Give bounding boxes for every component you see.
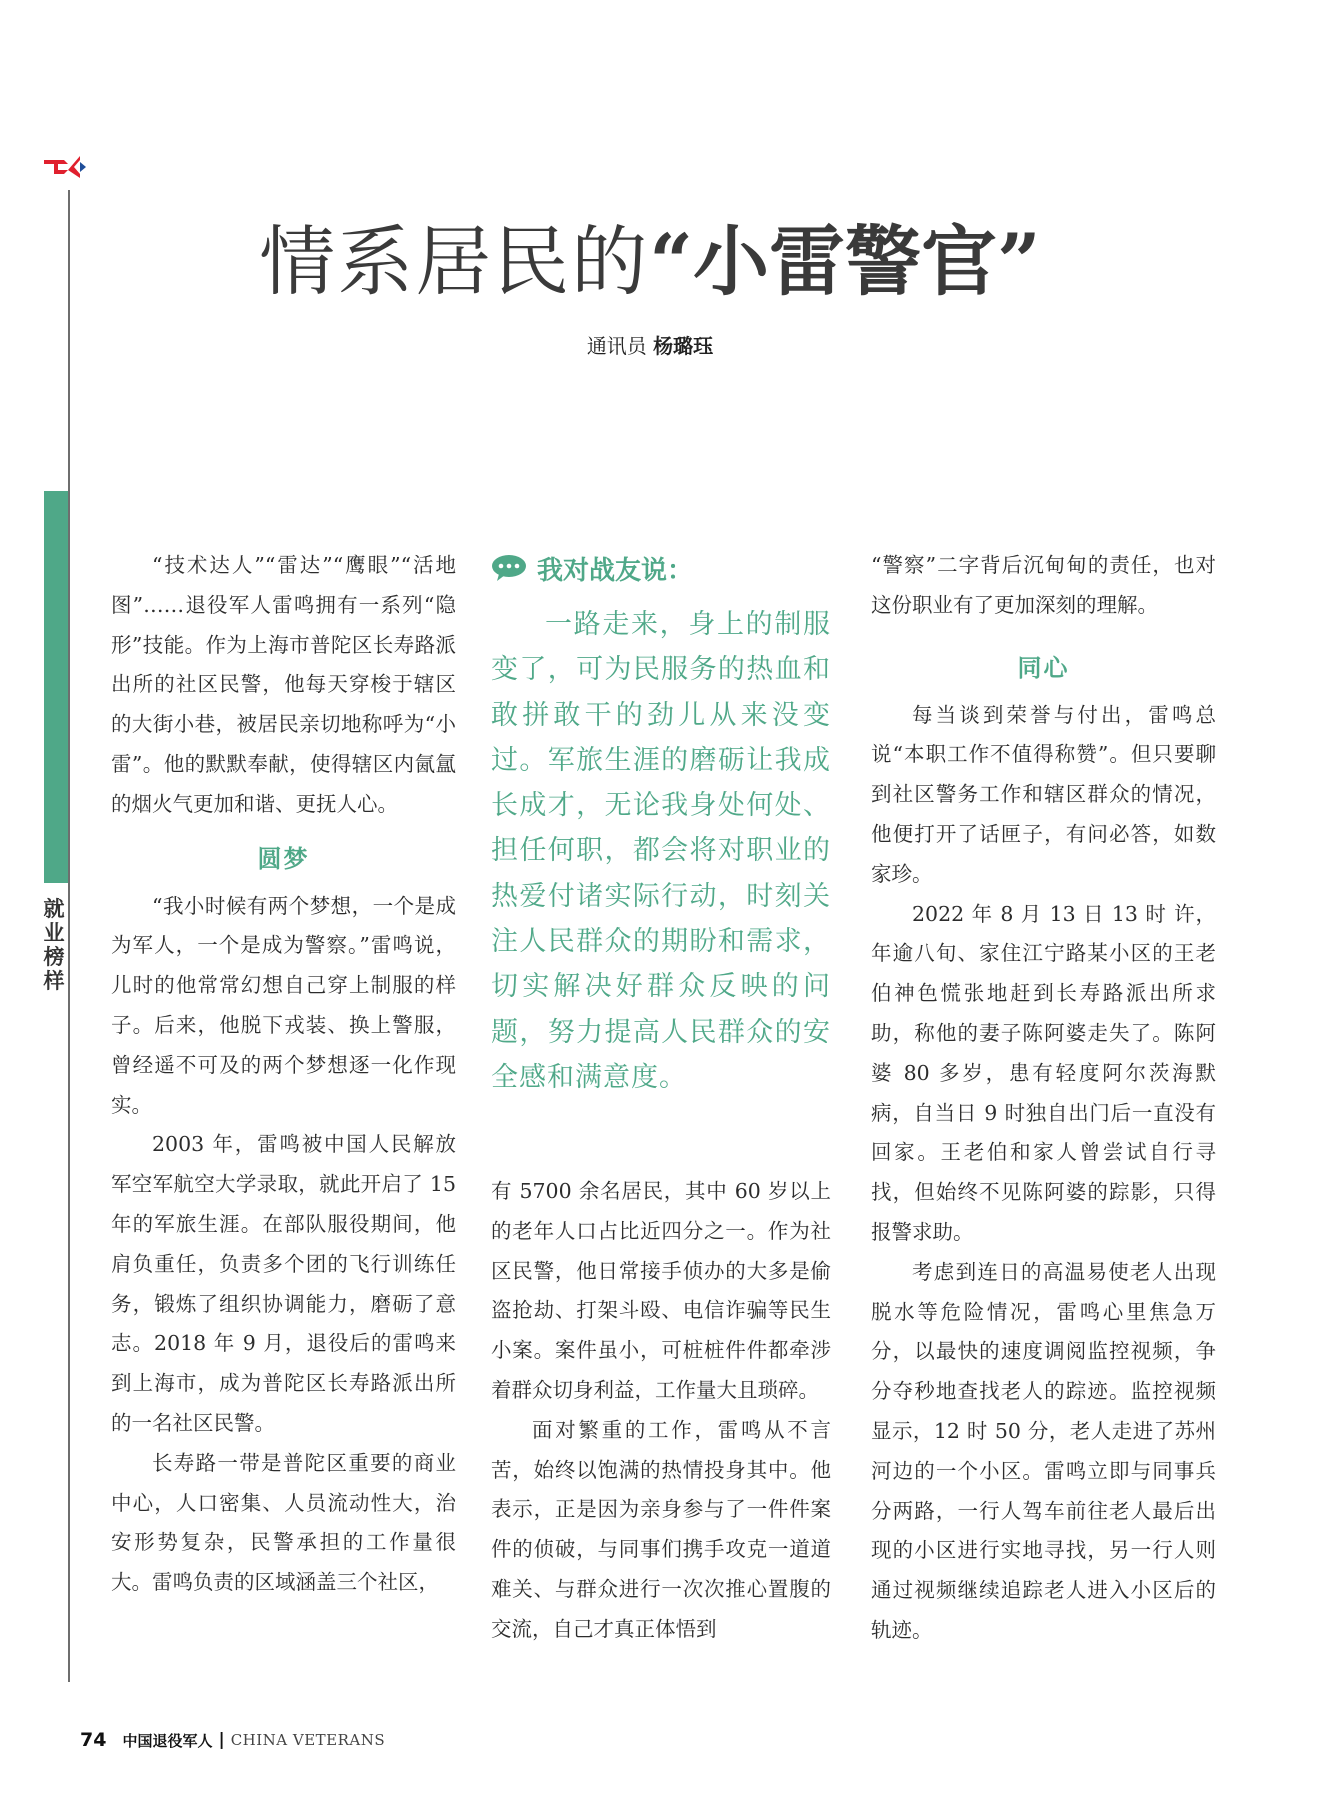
section-label-char: 就 bbox=[43, 897, 65, 921]
paragraph: “技术达人”“雷达”“鹰眼”“活地图”……退役军人雷鸣拥有一系列“隐形”技能。作为上海市普陀区长寿路派出所的社区民警，他每天穿梭于辖区的大街小巷，被居民亲切地称呼为“小雷”。他的默默奉献，使得辖区内氤氲的烟火气更加和谐、更抚人心。 bbox=[111, 553, 456, 816]
quote-heading-text: 我对战友说： bbox=[537, 555, 694, 586]
paragraph-continuation: “警察”二字背后沉甸甸的责任，也对这份职业有了更加深刻的理解。 bbox=[871, 553, 1216, 617]
section-label-char: 榜 bbox=[43, 945, 65, 969]
page-footer bbox=[80, 1725, 385, 1755]
byline-name: 杨璐珏 bbox=[653, 334, 714, 358]
section-label bbox=[40, 897, 68, 993]
section-label-char: 样 bbox=[43, 969, 65, 993]
paragraph: 考虑到连日的高温易使老人出现脱水等危险情况，雷鸣心里焦急万分，以最快的速度调阅监控视频，争分夺秒地查找老人的踪迹。监控视频显示，12 时 50 分，老人走进了苏州河边的一个小区。雷鸣立即与同事兵分两路，一行人驾车前往老人最后出现的小区进行实地寻找，另一行人则通过视频继续追踪老人进入小区后的轨迹。 bbox=[871, 1259, 1216, 1642]
byline-role: 通讯员 bbox=[586, 334, 647, 358]
column-3 bbox=[871, 546, 1216, 1651]
paragraph: 2022 年 8 月 13 日 13 时 许，年逾八旬、家住江宁路某小区的王老伯神色慌张地赶到长寿路派出所求助，称他的妻子陈阿婆走失了。陈阿婆 80 多岁，患有轻度阿尔茨海默病，自当日 9 时独自出门后一直没有回家。王老伯和家人曾尝试自行寻找，但始终不见陈阿婆的踪影，只得报警求助。 bbox=[871, 901, 1216, 1244]
quote-text: 一路走来，身上的制服变了，可为民服务的热血和敢拼敢干的劲儿从来没变过。军旅生涯的磨砺让我成长成才，无论我身处何处、担任何职，都会将对职业的热爱付诸实际行动，时刻关注人民群众的期盼和需求，切实解决好群众反映的问题，努力提高人民群众的安全感和满意度。 bbox=[491, 609, 831, 1093]
paragraph: 长寿路一带是普陀区重要的商业中心，人口密集、人员流动性大，治安形势复杂，民警承担的工作量很大。雷鸣负责的区域涵盖三个社区， bbox=[111, 1450, 456, 1595]
paragraph: 每当谈到荣誉与付出，雷鸣总说“本职工作不值得称赞”。但只要聊到社区警务工作和辖区群众的情况，他便打开了话匣子，有问必答，如数家珍。 bbox=[871, 702, 1216, 886]
title-light: 情系居民的 bbox=[259, 217, 650, 306]
article-title bbox=[200, 212, 1100, 312]
subheading-yuanmeng: 圆梦 bbox=[257, 843, 310, 873]
byline bbox=[400, 330, 900, 359]
quote-heading bbox=[491, 548, 836, 588]
paragraph: 面对繁重的工作，雷鸣从不言苦，始终以饱满的热情投身其中。他表示，正是因为亲身参与了一件件案件的侦破，与同事们携手攻克一道道难关、与群众进行一次次推心置腹的交流，自己才真正体悟到 bbox=[491, 1417, 831, 1641]
pull-quote bbox=[491, 602, 831, 1100]
chat-bubble-icon bbox=[491, 554, 527, 582]
section-label-char: 业 bbox=[43, 921, 65, 945]
section-color-bar bbox=[44, 491, 68, 883]
subheading-tongxin: 同心 bbox=[1017, 652, 1070, 682]
column-2 bbox=[491, 1172, 831, 1650]
page-number: 74 bbox=[80, 1729, 107, 1751]
title-bold: “小雷警官” bbox=[649, 217, 1041, 306]
paragraph-continuation: 有 5700 余名居民，其中 60 岁以上的老年人口占比近四分之一。作为社区民警，他日常接手侦办的大多是偷盗抢劫、打架斗殴、电信诈骗等民生小案。案件虽小，可桩桩件件都牵涉着群众切身利益，工作量大且琐碎。 bbox=[491, 1179, 831, 1402]
margin-rule bbox=[68, 190, 70, 1682]
column-1 bbox=[111, 546, 456, 1603]
magazine-logo-icon bbox=[44, 150, 94, 180]
magazine-english-name: CHINA VETERANS bbox=[230, 1731, 386, 1749]
paragraph: “我小时候有两个梦想，一个是成为军人，一个是成为警察。”雷鸣说，儿时的他常常幻想自己穿上制服的样子。后来，他脱下戎装、换上警服，曾经遥不可及的两个梦想逐一化作现实。 bbox=[111, 893, 456, 1117]
magazine-name: 中国退役军人 bbox=[122, 1731, 213, 1750]
footer-separator: | bbox=[218, 1730, 225, 1750]
paragraph: 2003 年，雷鸣被中国人民解放军空军航空大学录取，就此开启了 15 年的军旅生涯。在部队服役期间，他肩负重任，负责多个团的飞行训练任务，锻炼了组织协调能力，磨砺了意志。2018 年 9 月，退役后的雷鸣来到上海市，成为普陀区长寿路派出所的一名社区民警。 bbox=[111, 1132, 456, 1435]
